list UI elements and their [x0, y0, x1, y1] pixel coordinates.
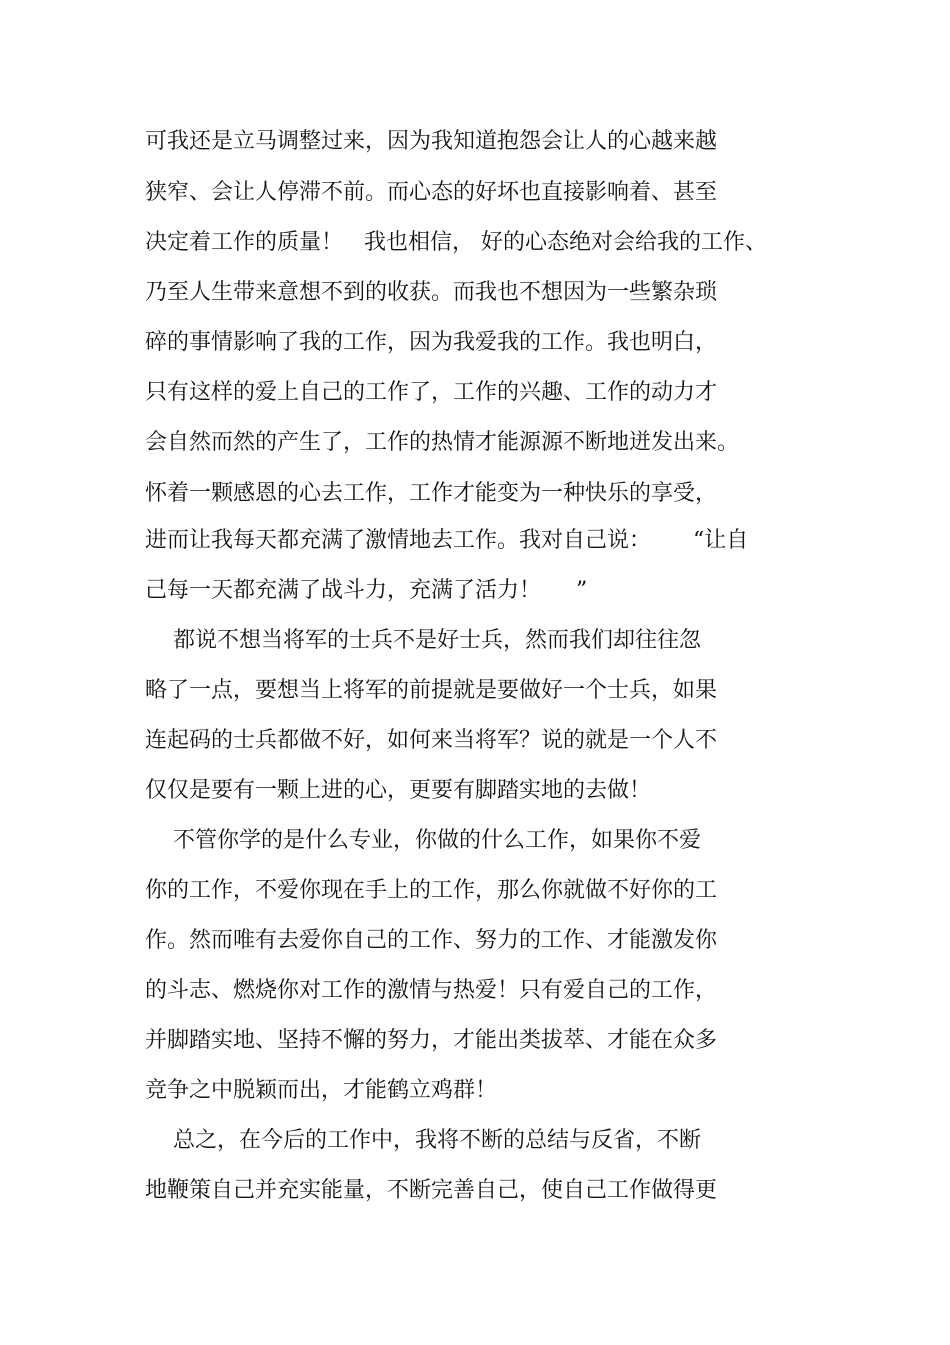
text-line: 仅仅是要有一颗上进的心，更要有脚踏实地的去做！ [145, 778, 652, 803]
text-line: 决定着工作的质量！ 我也相信， 好的心态绝对会给我的工作、 [145, 230, 767, 255]
text-line: 碎的事情影响了我的工作，因为我爱我的工作。我也明白， [145, 330, 718, 355]
text-line: 的斗志、燃烧你对工作的激情与热爱！只有爱自己的工作， [145, 978, 718, 1003]
text-line: 只有这样的爱上自己的工作了，工作的兴趣、工作的动力才 [145, 380, 718, 405]
text-line: 略了一点，要想当上将军的前提就是要做好一个士兵，如果 [145, 678, 718, 703]
text-line: 连起码的士兵都做不好，如何来当将军？说的就是一个人不 [145, 728, 718, 753]
text-line: 都说不想当将军的士兵不是好士兵，然而我们却往往忽 [145, 628, 701, 653]
text-line: 可我还是立马调整过来，因为我知道抱怨会让人的心越来越 [145, 129, 718, 154]
text-line: 不管你学的是什么专业，你做的什么工作，如果你不爱 [145, 828, 701, 853]
text-line: 乃至人生带来意想不到的收获。而我也不想因为一些繁杂琐 [145, 280, 718, 305]
text-line: 并脚踏实地、坚持不懈的努力，才能出类拔萃、才能在众多 [145, 1028, 718, 1053]
text-line: 进而让我每天都充满了激情地去工作。我对自己说： “让自 [145, 528, 749, 553]
text-line: 会自然而然的产生了，工作的热情才能源源不断地迸发出来。 [145, 430, 740, 455]
text-line: 地鞭策自己并充实能量，不断完善自己，使自己工作做得更 [145, 1178, 718, 1203]
text-line: 总之，在今后的工作中，我将不断的总结与反省，不断 [145, 1128, 701, 1153]
text-line: 己每一天都充满了战斗力，充满了活力！ ” [145, 578, 588, 603]
text-line: 你的工作，不爱你现在手上的工作，那么你就做不好你的工 [145, 878, 718, 903]
text-line: 怀着一颗感恩的心去工作，工作才能变为一种快乐的享受， [145, 481, 718, 506]
text-line: 竞争之中脱颖而出，才能鹤立鸡群！ [145, 1078, 498, 1103]
text-line: 狭窄、会让人停滞不前。而心态的好坏也直接影响着、甚至 [145, 180, 718, 205]
text-line: 作。然而唯有去爱你自己的工作、努力的工作、才能激发你 [145, 928, 718, 953]
